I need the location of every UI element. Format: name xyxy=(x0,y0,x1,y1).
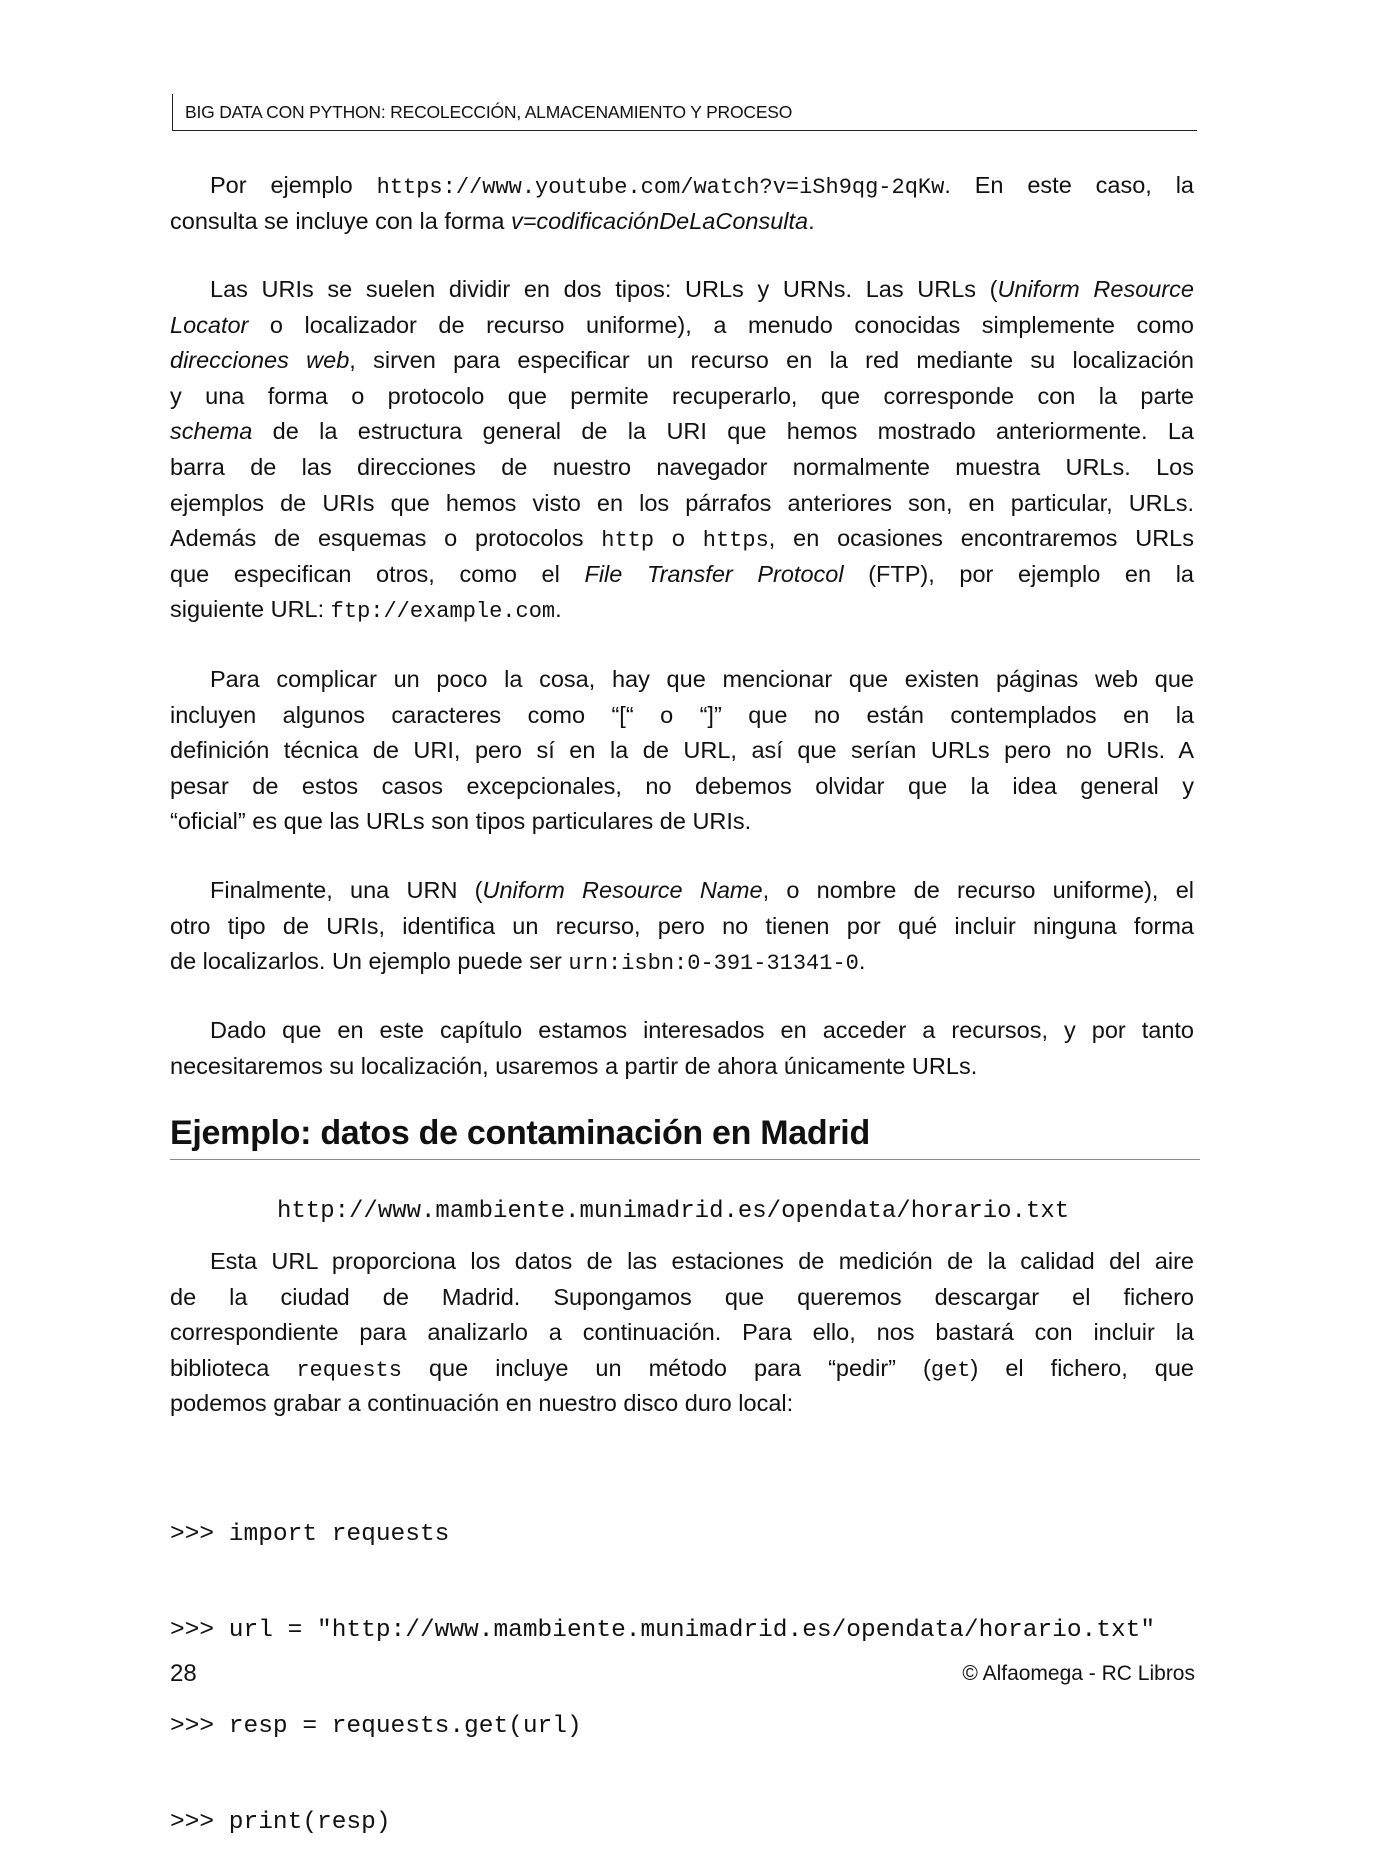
italic-text: schema xyxy=(170,418,253,445)
section-heading: Ejemplo: datos de contaminación en Madrid xyxy=(170,1114,1200,1160)
paragraph-youtube-example xyxy=(170,168,1194,239)
text-segment: definición técnica de URI, pero sí en la de URL, así que serían URLs pero no URIs. A xyxy=(170,737,1194,764)
paragraph-requests xyxy=(170,1244,1194,1422)
text-line xyxy=(170,343,1194,379)
text-line xyxy=(170,414,1194,450)
text-line xyxy=(170,944,1194,980)
text-line xyxy=(170,1280,1194,1316)
text-line xyxy=(170,592,1194,628)
text-segment: , en ocasiones encontraremos URLs xyxy=(768,525,1194,552)
text-segment: consulta se incluye con la forma xyxy=(170,207,511,234)
code-line: >>> resp = requests.get(url) xyxy=(170,1713,582,1740)
text-line xyxy=(170,1013,1194,1049)
text-line xyxy=(170,1351,1194,1387)
text-segment: o xyxy=(654,525,703,552)
text-segment: ejemplos de URIs que hemos visto en los párrafos anteriores son, en particular, URLs. xyxy=(170,489,1194,516)
text-line xyxy=(170,204,1194,240)
text-segment: Finalmente, una URN ( xyxy=(210,877,483,903)
italic-text: Locator xyxy=(170,311,249,338)
text-segment: de la estructura general de la URI que hemos mostrado anteriormente. La xyxy=(252,418,1194,445)
text-line xyxy=(170,486,1194,522)
text-line xyxy=(170,909,1194,945)
running-header xyxy=(172,94,1197,131)
text-segment: . xyxy=(808,207,815,234)
paragraph-urn xyxy=(170,873,1194,980)
text-line xyxy=(170,379,1194,415)
text-segment: Por ejemplo xyxy=(210,172,377,198)
inline-code: https://www.youtube.com/watch?v=iSh9qg-2qKw xyxy=(376,175,945,200)
text-line xyxy=(170,308,1194,344)
text-line xyxy=(170,804,1194,840)
text-line xyxy=(170,272,1194,308)
text-segment: incluyen algunos caracteres como “[“ o “]” que no están contemplados en la xyxy=(170,701,1194,728)
italic-text: direcciones web xyxy=(170,347,350,374)
paragraph-urls-only xyxy=(170,1013,1194,1084)
text-segment: o localizador de recurso uniforme), a menudo conocidas simplemente como xyxy=(248,311,1194,338)
text-line xyxy=(170,168,1194,204)
text-line xyxy=(170,698,1194,734)
text-line xyxy=(170,1315,1194,1351)
text-segment: . xyxy=(555,596,562,623)
text-segment: correspondiente para analizarlo a continuación. Para ello, nos bastará con incluir la xyxy=(170,1319,1194,1346)
text-segment: y una forma o protocolo que permite recuperarlo, que corresponde con la parte xyxy=(170,382,1194,409)
code-line: >>> import requests xyxy=(170,1521,450,1548)
inline-code: requests xyxy=(296,1357,402,1383)
italic-text: v=codificaciónDeLaConsulta xyxy=(510,207,809,234)
text-segment: ) el fichero, que xyxy=(970,1354,1194,1381)
dataset-url: http://www.mambiente.munimadrid.es/opendata/horario.txt xyxy=(277,1198,1070,1225)
text-segment: Para complicar un poco la cosa, hay que mencionar que existen páginas web que xyxy=(210,666,1194,692)
text-line xyxy=(170,521,1194,557)
text-line xyxy=(170,873,1194,909)
text-segment: podemos grabar a continuación en nuestro disco duro local: xyxy=(170,1390,794,1417)
text-segment: . En este caso, la xyxy=(944,172,1194,198)
text-line xyxy=(170,1386,1194,1422)
inline-code: urn:isbn:0-391-31341-0 xyxy=(568,951,859,977)
text-segment: (FTP), por ejemplo en la xyxy=(843,560,1194,587)
paragraph-special-characters xyxy=(170,662,1194,840)
text-line xyxy=(170,733,1194,769)
italic-text: Uniform Resource Name xyxy=(482,877,763,903)
code-line: >>> print(resp) xyxy=(170,1809,391,1836)
text-segment: siguiente URL: xyxy=(170,596,331,623)
text-segment: que especifican otros, como el xyxy=(170,560,585,587)
text-segment: . xyxy=(858,948,866,975)
text-segment: que incluye un método para “pedir” ( xyxy=(401,1354,931,1381)
copyright: © Alfaomega - RC Libros xyxy=(962,1662,1195,1685)
running-title: BIG DATA CON PYTHON: RECOLECCIÓN, ALMACENAMIENTO Y PROCESO xyxy=(185,102,793,122)
text-line xyxy=(170,557,1194,593)
text-segment: de localizarlos. Un ejemplo puede ser xyxy=(170,948,569,975)
inline-code: get xyxy=(930,1357,971,1383)
text-segment: otro tipo de URIs, identifica un recurso, pero no tienen por qué incluir ninguna forma xyxy=(170,912,1194,939)
text-segment: biblioteca xyxy=(170,1354,297,1381)
text-segment: de la ciudad de Madrid. Supongamos que queremos descargar el fichero xyxy=(170,1283,1194,1310)
paragraph-uri-types xyxy=(170,272,1194,628)
text-segment: Las URIs se suelen dividir en dos tipos: URLs y URNs. Las URLs ( xyxy=(210,276,998,302)
inline-code: ftp://example.com xyxy=(330,599,556,625)
text-segment: , sirven para especificar un recurso en la red mediante su localización xyxy=(349,347,1194,374)
text-segment: , o nombre de recurso uniforme), el xyxy=(762,877,1194,903)
text-segment: Dado que en este capítulo estamos interesados en acceder a recursos, y por tanto xyxy=(210,1017,1194,1043)
text-segment: “oficial” es que las URLs son tipos particulares de URIs. xyxy=(170,808,752,835)
text-line xyxy=(170,769,1194,805)
text-line xyxy=(170,1049,1194,1085)
text-line xyxy=(170,1244,1194,1280)
text-segment: Esta URL proporciona los datos de las estaciones de medición de la calidad del aire xyxy=(210,1248,1194,1274)
italic-text: Uniform Resource xyxy=(997,276,1194,302)
inline-code: https xyxy=(702,528,769,554)
page-number: 28 xyxy=(170,1660,197,1687)
italic-text: File Transfer Protocol xyxy=(584,560,844,587)
text-line xyxy=(170,450,1194,486)
code-line: >>> url = "http://www.mambiente.munimadrid.es/opendata/horario.txt" xyxy=(170,1617,1156,1644)
text-segment: necesitaremos su localización, usaremos a partir de ahora únicamente URLs. xyxy=(170,1052,978,1079)
text-segment: barra de las direcciones de nuestro navegador normalmente muestra URLs. Los xyxy=(170,453,1194,480)
text-segment: pesar de estos casos excepcionales, no debemos olvidar que la idea general y xyxy=(170,772,1194,799)
inline-code: http xyxy=(601,528,655,554)
text-line xyxy=(170,662,1194,698)
text-segment: Además de esquemas o protocolos xyxy=(170,525,602,552)
